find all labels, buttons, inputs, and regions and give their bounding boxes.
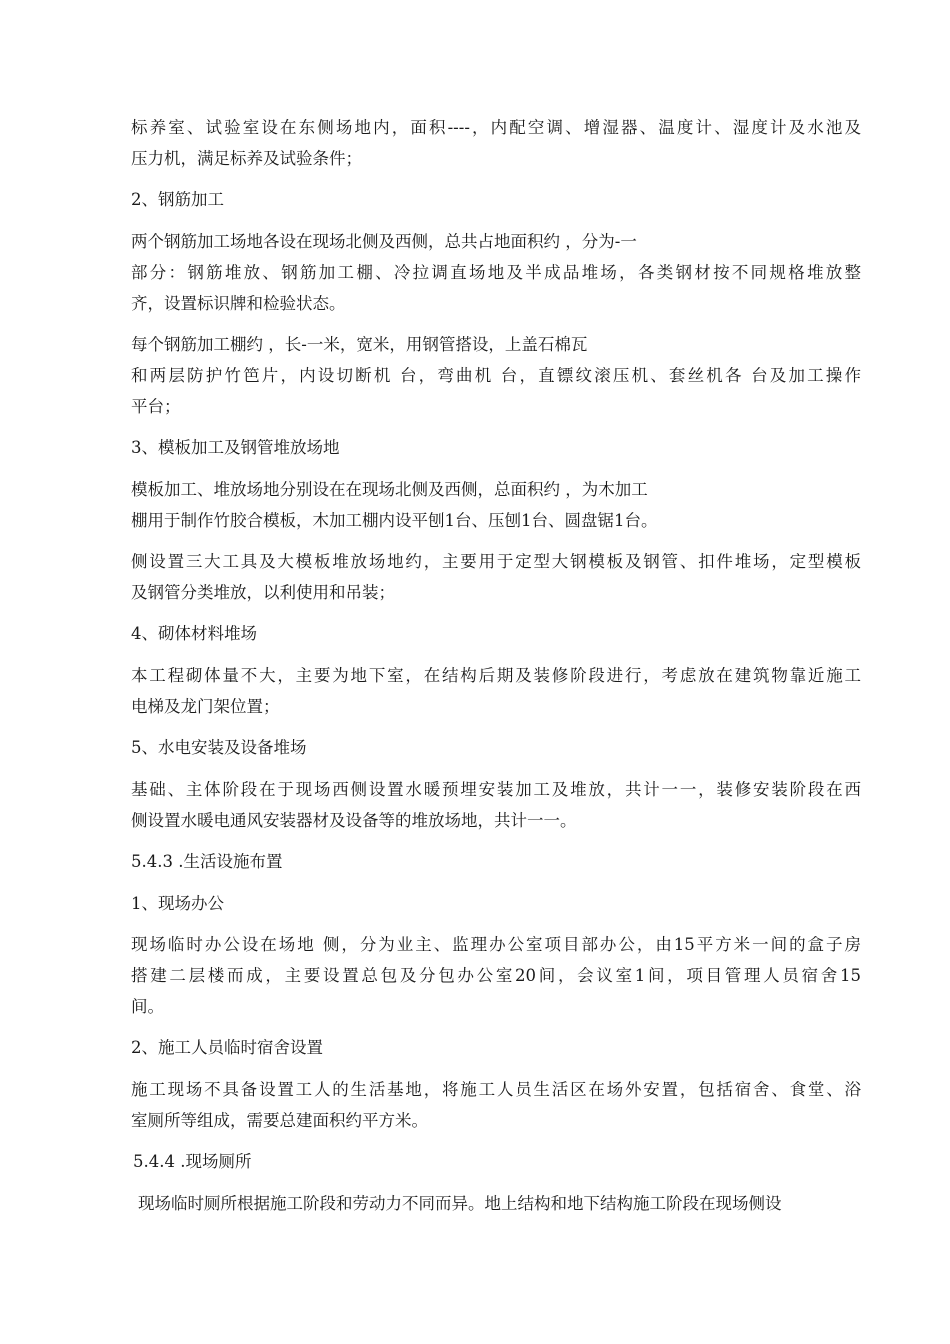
paragraph-line: 室厕所等组成，需要总建面积约平方米。	[131, 1111, 428, 1130]
paragraph-line: 施工现场不具备设置工人的生活基地，将施工人员生活区在场外安置，包括宿舍、食堂、浴	[131, 1080, 861, 1099]
paragraph-line: 每个钢筋加工棚约 ，长-一米，宽米，用钢管搭设，上盖石棉瓦	[131, 335, 588, 354]
section-heading: 2、钢筋加工	[131, 190, 224, 209]
section-heading: 4、砌体材料堆场	[131, 624, 257, 643]
paragraph-line: 标养室、试验室设在东侧场地内，面积----，内配空调、增湿器、温度计、湿度计及水池及	[131, 118, 861, 137]
paragraph-line: 电梯及龙门架位置；	[131, 697, 280, 716]
paragraph-line: 棚用于制作竹胶合模板，木加工棚内设平刨1台、压刨1台、圆盘锯1台。	[131, 511, 658, 530]
paragraph-line: 本工程砌体量不大，主要为地下室，在结构后期及装修阶段进行，考虑放在建筑物靠近施工	[131, 666, 861, 685]
paragraph-line: 及钢管分类堆放，以利使用和吊装；	[131, 583, 395, 602]
paragraph-line: 现场临时办公设在场地 侧，分为业主、监理办公室项目部办公，由15平方米一间的盒子房	[131, 935, 861, 954]
paragraph-line: 现场临时厕所根据施工阶段和劳动力不同而异。地上结构和地下结构施工阶段在现场侧设	[138, 1194, 782, 1213]
section-heading: 3、模板加工及钢管堆放场地	[131, 438, 340, 457]
paragraph-line: 和两层防护竹笆片，内设切断机 台，弯曲机 台，直镖纹滚压机、套丝机各 台及加工操作	[131, 366, 861, 385]
subsection-heading: 5.4.4 .现场厕所	[133, 1152, 252, 1171]
paragraph-line: 间。	[131, 997, 164, 1016]
paragraph-line: 部分：钢筋堆放、钢筋加工棚、冷拉调直场地及半成品堆场，各类钢材按不同规格堆放整	[131, 263, 861, 282]
paragraph-line: 平台；	[131, 397, 181, 416]
paragraph-line: 压力机，满足标养及试验条件；	[131, 149, 362, 168]
paragraph-line: 齐，设置标识牌和检验状态。	[131, 294, 346, 313]
subsection-heading: 5.4.3 .生活设施布置	[131, 852, 283, 871]
section-heading: 2、施工人员临时宿舍设置	[131, 1038, 323, 1057]
paragraph-line: 模板加工、堆放场地分别设在在现场北侧及西侧，总面积约 ，为木加工	[131, 480, 648, 499]
paragraph-line: 两个钢筋加工场地各设在现场北侧及西侧，总共占地面积约 ，分为-一	[131, 232, 637, 251]
paragraph-line: 侧设置三大工具及大模板堆放场地约，主要用于定型大钢模板及钢管、扣件堆场，定型模板	[131, 552, 861, 571]
paragraph-line: 基础、主体阶段在于现场西侧设置水暖预埋安装加工及堆放，共计一一，装修安装阶段在西	[131, 780, 861, 799]
section-heading: 1、现场办公	[131, 894, 224, 913]
paragraph-line: 搭建二层楼而成，主要设置总包及分包办公室20间，会议室1间，项目管理人员宿舍15	[131, 966, 861, 985]
paragraph-line: 侧设置水暖电通风安装器材及设备等的堆放场地，共计一一。	[131, 811, 577, 830]
section-heading: 5、水电安装及设备堆场	[131, 738, 307, 757]
